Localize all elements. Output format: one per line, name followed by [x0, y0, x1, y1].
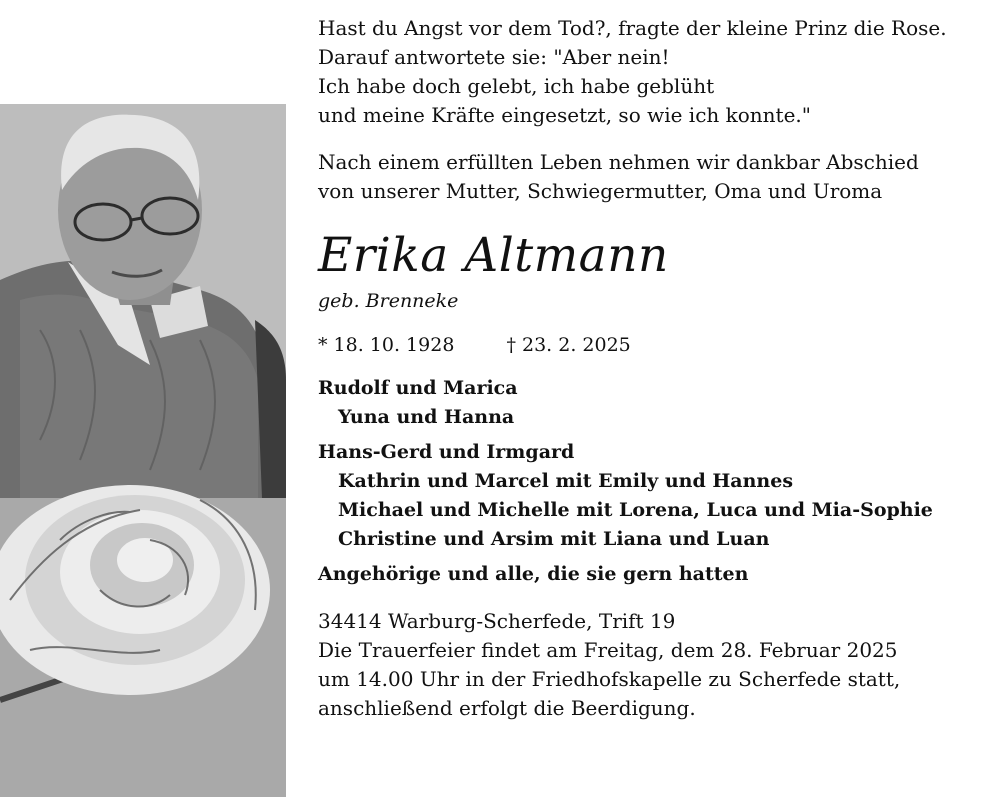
quote: [318, 14, 978, 130]
family-group: [318, 374, 978, 432]
family-list: [318, 374, 978, 589]
family-head: Rudolf und Marica: [318, 377, 518, 399]
family-member: Yuna und Hanna: [338, 406, 515, 428]
intro: [318, 148, 978, 206]
death-date: † 23. 2. 2025: [506, 334, 631, 356]
address: 34414 Warburg-Scherfede, Trift 19: [318, 609, 676, 633]
intro-line: Nach einem erfüllten Leben nehmen wir dankbar Abschied: [318, 150, 919, 174]
funeral-service: [318, 636, 978, 723]
family-member: Michael und Michelle mit Lorena, Luca und Mia-Sophie: [338, 499, 933, 521]
portrait-photo: [0, 0, 286, 797]
rose-illustration: [0, 485, 270, 700]
deceased-name: Erika Altmann: [318, 228, 669, 283]
text-column: [318, 14, 978, 723]
family-member: Kathrin und Marcel mit Emily und Hannes: [338, 470, 794, 492]
quote-line: Hast du Angst vor dem Tod?, fragte der kleine Prinz die Rose.: [318, 16, 947, 40]
service-line: Die Trauerfeier findet am Freitag, dem 28. Februar 2025: [318, 638, 898, 662]
photo-column: [0, 0, 286, 797]
birth-name: geb. Brenneke: [318, 290, 459, 312]
service-line: anschließend erfolgt die Beerdigung.: [318, 696, 696, 720]
family-closing: Angehörige und alle, die sie gern hatten: [318, 563, 749, 585]
birth-date: * 18. 10. 1928: [318, 334, 455, 356]
family-group: [318, 438, 978, 554]
family-head: Hans-Gerd und Irmgard: [318, 441, 575, 463]
quote-line: Ich habe doch gelebt, ich habe geblüht: [318, 74, 715, 98]
service-line: um 14.00 Uhr in der Friedhofskapelle zu Scherfede statt,: [318, 667, 901, 691]
intro-line: von unserer Mutter, Schwiegermutter, Oma und Uroma: [318, 179, 883, 203]
quote-line: und meine Kräfte eingesetzt, so wie ich konnte.": [318, 103, 811, 127]
family-member: Christine und Arsim mit Liana und Luan: [338, 528, 770, 550]
life-dates: [318, 332, 978, 358]
quote-line: Darauf antwortete sie: "Aber nein!: [318, 45, 670, 69]
